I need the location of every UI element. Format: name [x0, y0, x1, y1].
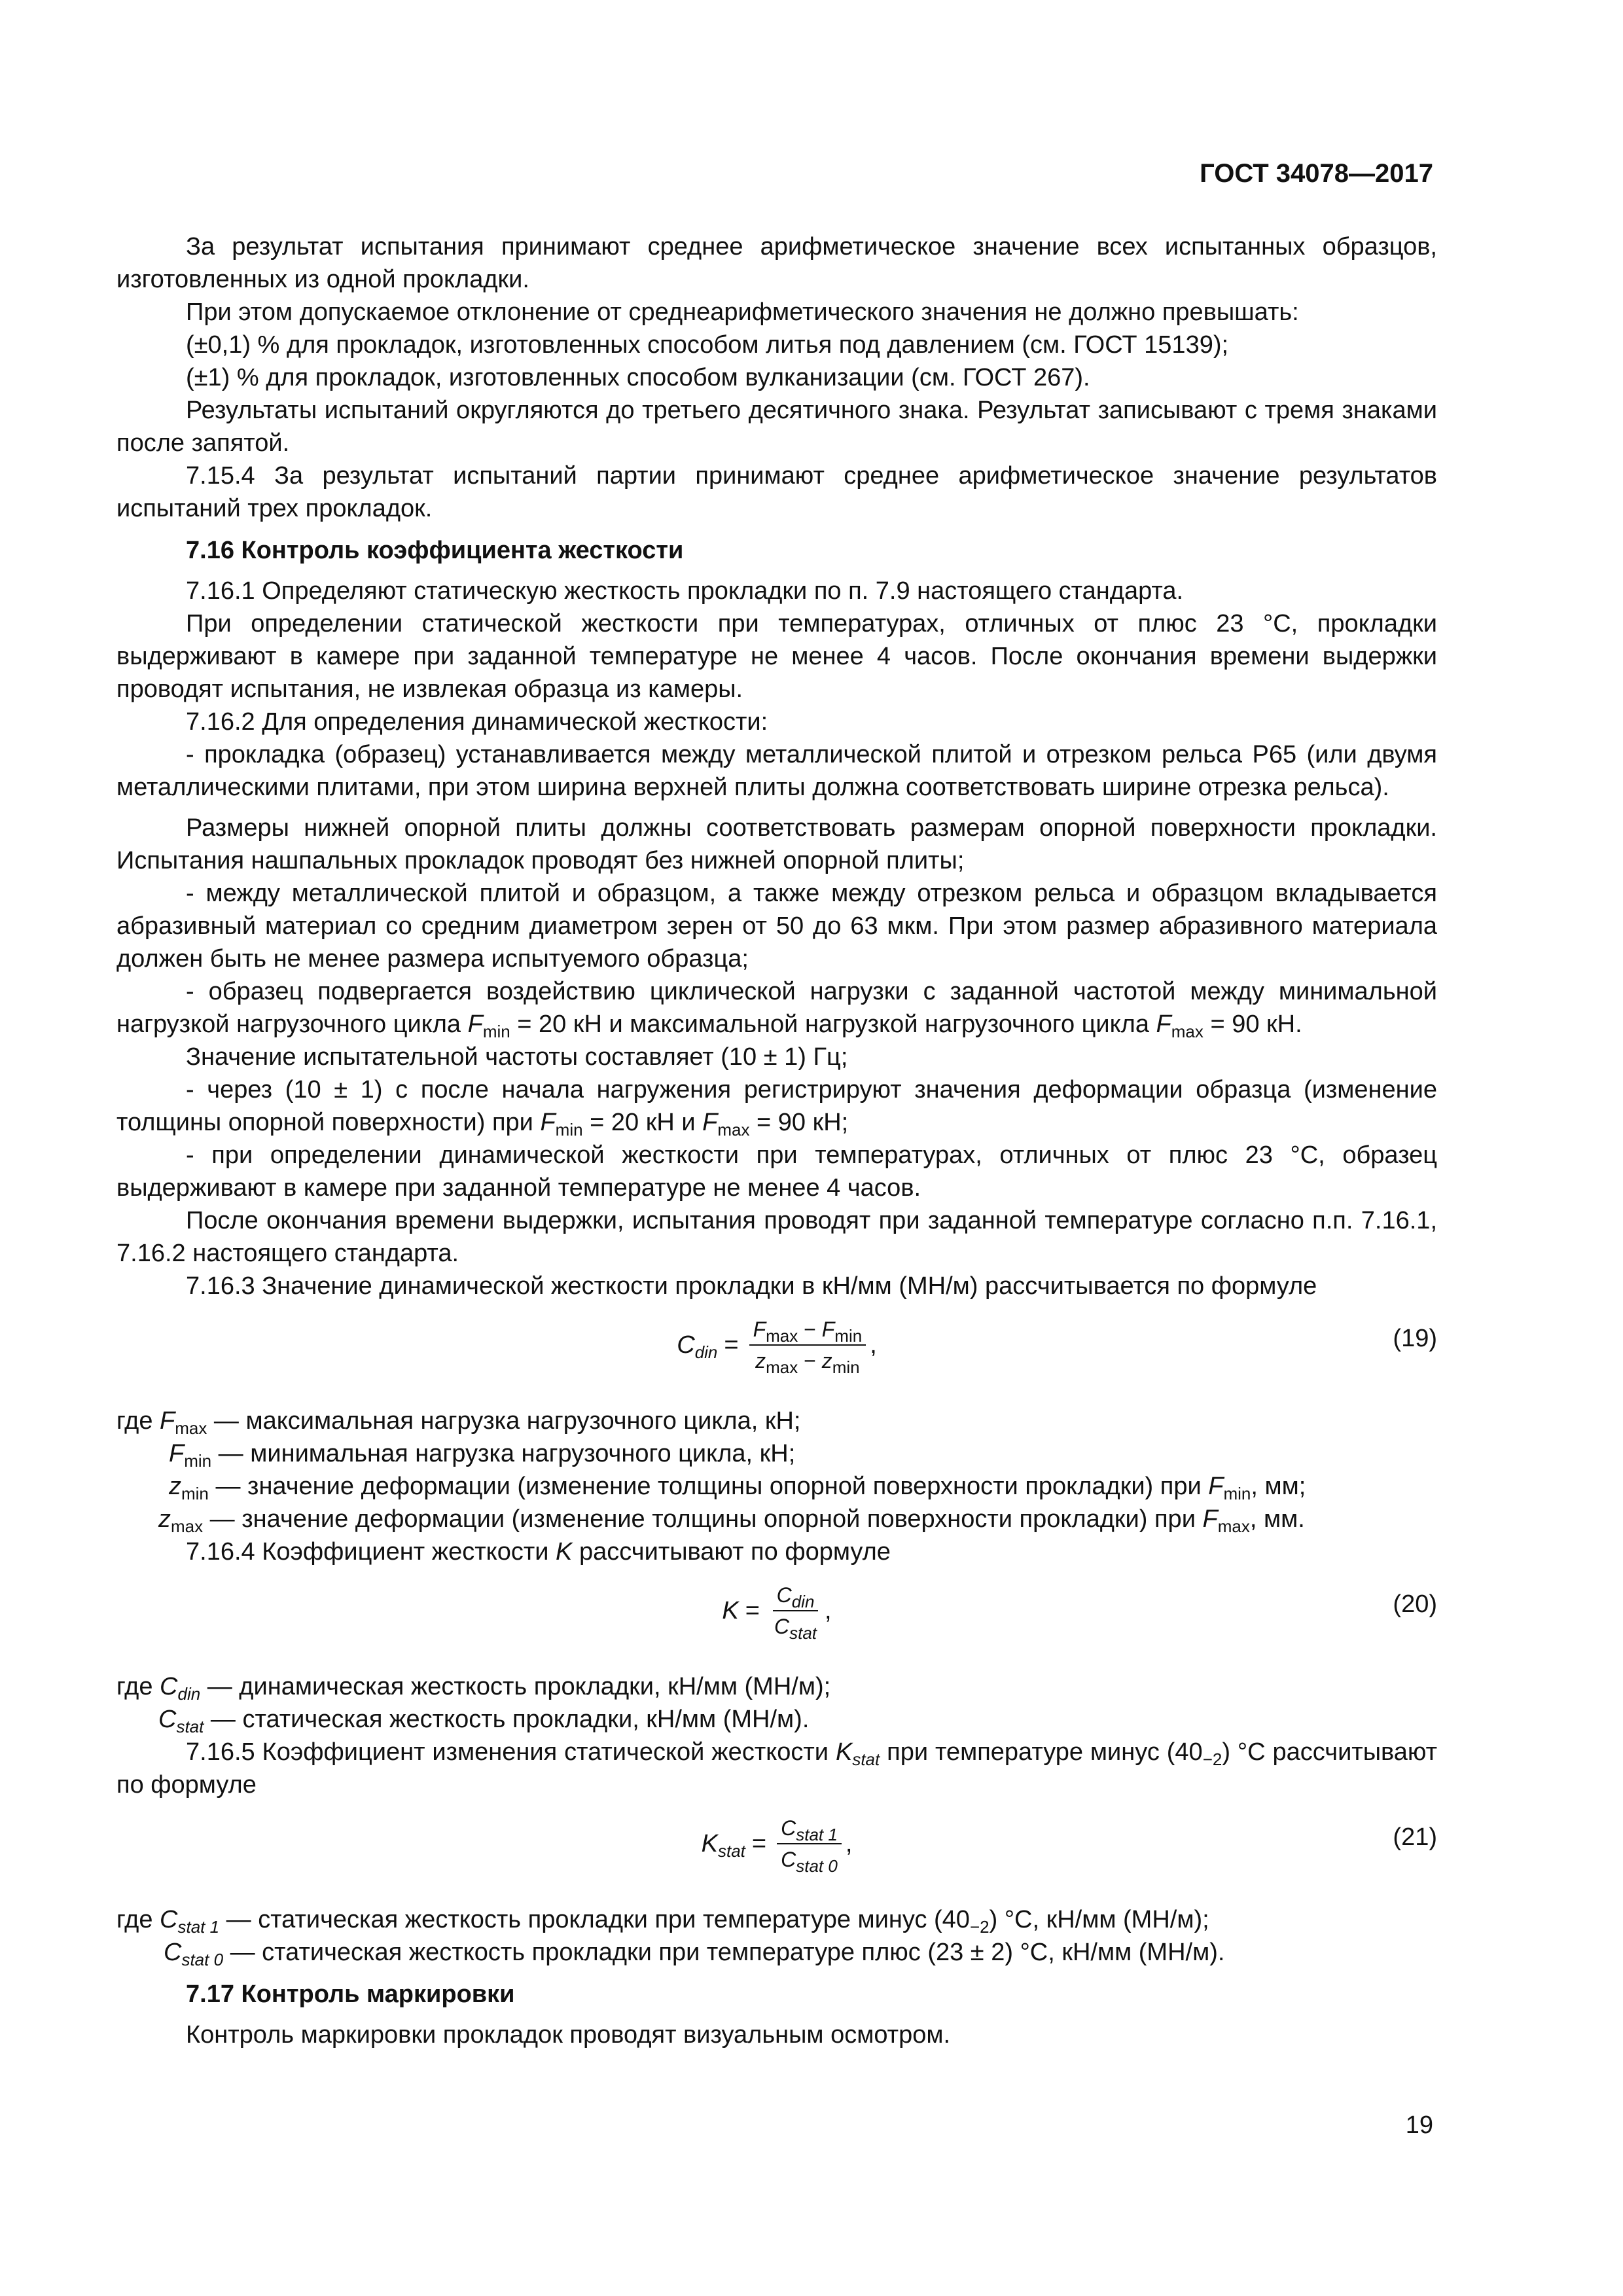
- paragraph: 7.16.2 Для определения динамической жесткости:: [186, 708, 768, 736]
- paragraph: - между металлической плитой и образцом, а также между отрезком рельса и образцом вкладывается абразивный материал со средним диаметром зерен от 50 до 63 мкм. При этом размер абразивного материала должен быть не менее размера испытуемого образца;: [116, 880, 1437, 973]
- paragraph: 7.16.1 Определяют статическую жесткость прокладки по п. 7.9 настоящего стандарта.: [186, 577, 1184, 605]
- formula-legend: где $C_{stat 1}$ — статическая жесткость прокладки при температуре минус $(40_{-2})$ °С, кН/мм (МН/м); $C_{stat 0}$ — статическая жесткость прокладки при температуре плюс (23 ± 2) °С, кН/мм (МН/м).: [116, 1906, 1225, 1969]
- paragraph: 7.16.4 Коэффициент жесткости K рассчитывают по формуле: [186, 1538, 891, 1566]
- paragraph: После окончания времени выдержки, испытания проводят при заданной температуре согласно п.п. 7.16.1, 7.16.2 настоящего стандарта.: [116, 1207, 1437, 1267]
- paragraph: - через (10 ± 1) с после начала нагружения регистрируют значения деформации образца (изменение толщины опорной поверхности) при $F_{min} = 20$ кН и $F_{max} = 90$ кН;: [116, 1076, 1437, 1139]
- paragraph: При определении статической жесткости при температурах, отличных от плюс 23 °С, прокладки выдерживают в камере при заданной температуре не менее 4 часов. После окончания времени выдержки проводят испытания, не извлекая образца из камеры.: [116, 610, 1437, 703]
- paragraph: - образец подвергается воздействию циклической нагрузки с заданной частотой между минимальной нагрузкой нагрузочного цикла $F_{min} = 20$ кН и максимальной нагрузкой нагрузочного цикла $F_{max} = 90$ кН.: [116, 978, 1437, 1041]
- formula-number: (19): [1393, 1325, 1437, 1352]
- document-body: [116, 230, 1437, 2051]
- section-heading: 7.17 Контроль маркировки: [186, 1981, 515, 2008]
- paragraph: 7.15.4 За результат испытаний партии принимают среднее арифметическое значение результатов испытаний трех прокладок.: [116, 462, 1437, 522]
- paragraph: Результаты испытаний округляются до третьего десятичного знака. Результат записывают с тремя знаками после запятой.: [116, 397, 1437, 457]
- paragraph: Значение испытательной частоты составляет (10 ± 1) Гц;: [186, 1043, 848, 1071]
- formula-21: $K_{stat}$ = $\frac{C_{stat 1}}{C_{stat 0}}$ , (21): [116, 1814, 1437, 1893]
- paragraph: - при определении динамической жесткости при температурах, отличных от плюс 23 °С, образец выдерживают в камере при заданной температуре не менее 4 часов.: [116, 1141, 1437, 1202]
- paragraph: 7.16.5 Коэффициент изменения статической жесткости $K_{stat}$ при температуре минус $(40_{-2})$ °С рассчитывают по формуле: [116, 1738, 1437, 1799]
- formula-legend: где $C_{din}$ — динамическая жесткость прокладки, кН/мм (МН/м); $C_{stat}$ — статическая жесткость прокладки, кН/мм (МН/м).: [116, 1673, 831, 1736]
- document-code: ГОСТ 34078—2017: [1200, 159, 1433, 188]
- formula-number: (21): [1393, 1823, 1437, 1851]
- paragraph: При этом допускаемое отклонение от среднеарифметического значения не должно превышать:: [186, 298, 1299, 326]
- formula-20: K = $\frac{C_{din}}{C_{stat}}$ , (20): [116, 1581, 1437, 1660]
- formula-number: (20): [1393, 1590, 1437, 1618]
- paragraph: За результат испытания принимают среднее арифметическое значение всех испытанных образцов, изготовленных из одной прокладки.: [116, 233, 1437, 293]
- paragraph: - прокладка (образец) устанавливается между металлической плитой и отрезком рельса Р65 (или двумя металлическими плитами, при этом ширина верхней плиты должна соответствовать ширине отрезка рельса).: [116, 741, 1437, 801]
- formula-19: $C_{din}$ = $\frac{F_{max} - F_{min}}{z_{max} - z_{min}}$ , (19): [116, 1316, 1437, 1394]
- paragraph: 7.16.3 Значение динамической жесткости прокладки в кН/мм (МН/м) рассчитывается по формуле: [186, 1272, 1317, 1300]
- formula-legend: где $F_{max}$ — максимальная нагрузка нагрузочного цикла, кН; $F_{min}$ — минимальная нагрузка нагрузочного цикла, кН; $z_{min}$ — значение деформации (изменение толщины опорной поверхности прокладки) при $F_{min}$, мм; $z_{max}$ — значение деформации (изменение толщины опорной поверхности прокладки) при $F_{max}$, мм.: [116, 1407, 1306, 1536]
- paragraph: Размеры нижней опорной плиты должны соответствовать размерам опорной поверхности прокладки. Испытания нашпальных прокладок проводят без нижней опорной плиты;: [116, 814, 1437, 874]
- page-number: 19: [1405, 2111, 1433, 2139]
- paragraph: (±0,1) % для прокладок, изготовленных способом литья под давлением (см. ГОСТ 15139);: [186, 331, 1229, 359]
- paragraph: Контроль маркировки прокладок проводят визуальным осмотром.: [186, 2021, 951, 2049]
- section-heading: 7.16 Контроль коэффициента жесткости: [186, 537, 684, 564]
- paragraph: (±1) % для прокладок, изготовленных способом вулканизации (см. ГОСТ 267).: [186, 364, 1090, 391]
